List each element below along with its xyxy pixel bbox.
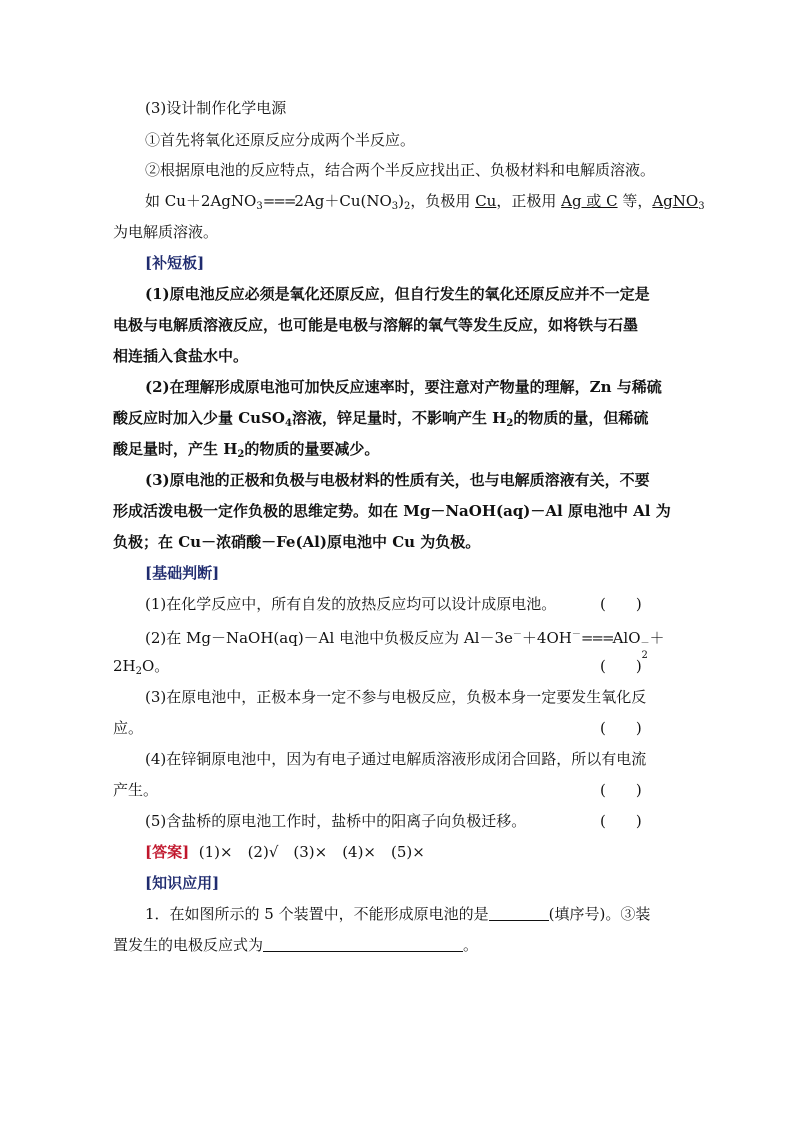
answer-text: (1)× (2)√ (3)× (4)× (5)× <box>198 843 425 861</box>
electrolyte <box>652 192 704 210</box>
answer-blank <box>489 906 549 921</box>
answer-tag: [答案] <box>145 843 190 861</box>
section-heading: (3)设计制作化学电源 <box>145 99 287 117</box>
q2-text: ＋ <box>649 629 665 647</box>
example-equals: === <box>262 192 295 210</box>
apply-line2 <box>113 935 478 955</box>
apply-text: 1．在如图所示的 5 个装置中，不能形成原电池的是 <box>145 905 489 923</box>
supplement-p2-line2 <box>113 408 648 434</box>
judge-q5-paren: ( ) <box>600 812 642 830</box>
supplement-p1-line1: (1)原电池反应必须是氧化还原反应，但自行发生的氧化还原反应并不一定是 <box>145 285 650 303</box>
p2-text: 的物质的量要减少。 <box>244 440 380 458</box>
judge-q3: (3)在原电池中，正极本身一定不参与电极反应，负极本身一定要发生氧化反 <box>145 688 647 706</box>
q2-text: ＋4OH <box>521 629 572 647</box>
supplement-p3-line2: 形成活泼电极一定作负极的思维定势。如在 Mg－NaOH(aq)－Al 原电池中 Al 为 <box>113 502 671 520</box>
example-pre: 如 Cu＋2AgNO <box>145 192 257 210</box>
example-line <box>145 191 705 217</box>
p2-text: 酸反应时加入少量 CuSO <box>113 409 285 427</box>
q2-text: (2)在 Mg－NaOH(aq)－Al 电池中负极反应为 Al－3e <box>145 629 513 647</box>
example-etc: 等， <box>617 192 653 210</box>
judge-q2-line2 <box>113 656 169 682</box>
p2-text: 酸足量时，产生 H <box>113 440 238 458</box>
example-close: ) <box>398 192 405 210</box>
example-mid: 2Ag＋Cu(NO <box>294 192 392 210</box>
apply-text: 。 <box>463 936 479 954</box>
judge-q4-line2: 产生。 <box>113 781 159 799</box>
q2-text: O。 <box>142 657 170 675</box>
answer-line <box>145 842 425 862</box>
q2-equals: === <box>580 629 613 647</box>
judge-q4: (4)在锌铜原电池中，因为有电子通过电解质溶液形成闭合回路，所以有电流 <box>145 750 647 768</box>
supplement-p3-line1: (3)原电池的正极和负极与电极材料的性质有关，也与电解质溶液有关，不要 <box>145 471 650 489</box>
step-1: ①首先将氧化还原反应分成两个半反应。 <box>145 131 416 149</box>
q2-sub: 2 <box>641 650 648 661</box>
supplement-p2-line3 <box>113 439 379 465</box>
negative-electrode: Cu <box>475 192 497 210</box>
example-neg-text: ，负极用 <box>410 192 476 210</box>
q2-sup: － <box>512 630 522 640</box>
positive-electrode: Ag 或 C <box>561 192 618 210</box>
judge-q4-paren: ( ) <box>600 781 642 799</box>
supplement-p1-line3: 相连插入食盐水中。 <box>113 347 249 365</box>
supplement-p1-line2: 电极与电解质溶液反应，也可能是电极与溶解的氧气等发生反应，如将铁与石墨 <box>113 316 639 334</box>
judge-q2-paren: ( ) <box>600 657 642 675</box>
q2-text: AlO <box>612 629 641 647</box>
judge-q2 <box>145 625 665 661</box>
answer-blank <box>263 937 463 952</box>
apply-text: 置发生的电极反应式为 <box>113 936 264 954</box>
judge-tag: [基础判断] <box>145 564 220 582</box>
electrolyte-formula: AgNO <box>652 192 699 210</box>
example-sub: 3 <box>391 201 399 212</box>
judge-q1-paren: ( ) <box>600 595 642 613</box>
supplement-p3-line3: 负极；在 Cu－浓硝酸－Fe(Al)原电池中 Cu 为负极。 <box>113 533 481 551</box>
apply-line1 <box>145 904 650 924</box>
p2-sub: 2 <box>506 418 514 429</box>
q2-sup: － <box>571 630 581 640</box>
q2-sub: 2 <box>135 666 142 677</box>
q2-text: 2H <box>113 657 136 675</box>
supplement-p2-line1: (2)在理解形成原电池可加快反应速率时，要注意对产物量的理解，Zn 与稀硫 <box>145 378 662 396</box>
p2-text: 的物质的量，但稀硫 <box>513 409 649 427</box>
step-2: ②根据原电池的反应特点，结合两个半反应找出正、负极材料和电解质溶液。 <box>145 161 656 179</box>
example-line-2: 为电解质溶液。 <box>113 223 219 241</box>
example-sub: 3 <box>256 201 263 212</box>
supplement-tag: [补短板] <box>145 254 205 272</box>
electrolyte-sub: 3 <box>698 201 705 212</box>
example-pos-text: ，正极用 <box>496 192 562 210</box>
p2-sub: 4 <box>284 418 292 429</box>
judge-q1: (1)在化学反应中，所有自发的放热反应均可以设计成原电池。 <box>145 595 557 613</box>
apply-tag: [知识应用] <box>145 874 220 892</box>
p2-text: 溶液，锌足量时，不影响产生 H <box>291 409 507 427</box>
q2-sup: － <box>640 639 650 649</box>
judge-q3-paren: ( ) <box>600 719 642 737</box>
judge-q3-line2: 应。 <box>113 719 144 737</box>
apply-text: (填序号)。③装 <box>548 905 651 923</box>
example-sub: 2 <box>404 201 411 212</box>
p2-sub: 2 <box>237 449 245 460</box>
judge-q5: (5)含盐桥的原电池工作时，盐桥中的阳离子向负极迁移。 <box>145 812 527 830</box>
